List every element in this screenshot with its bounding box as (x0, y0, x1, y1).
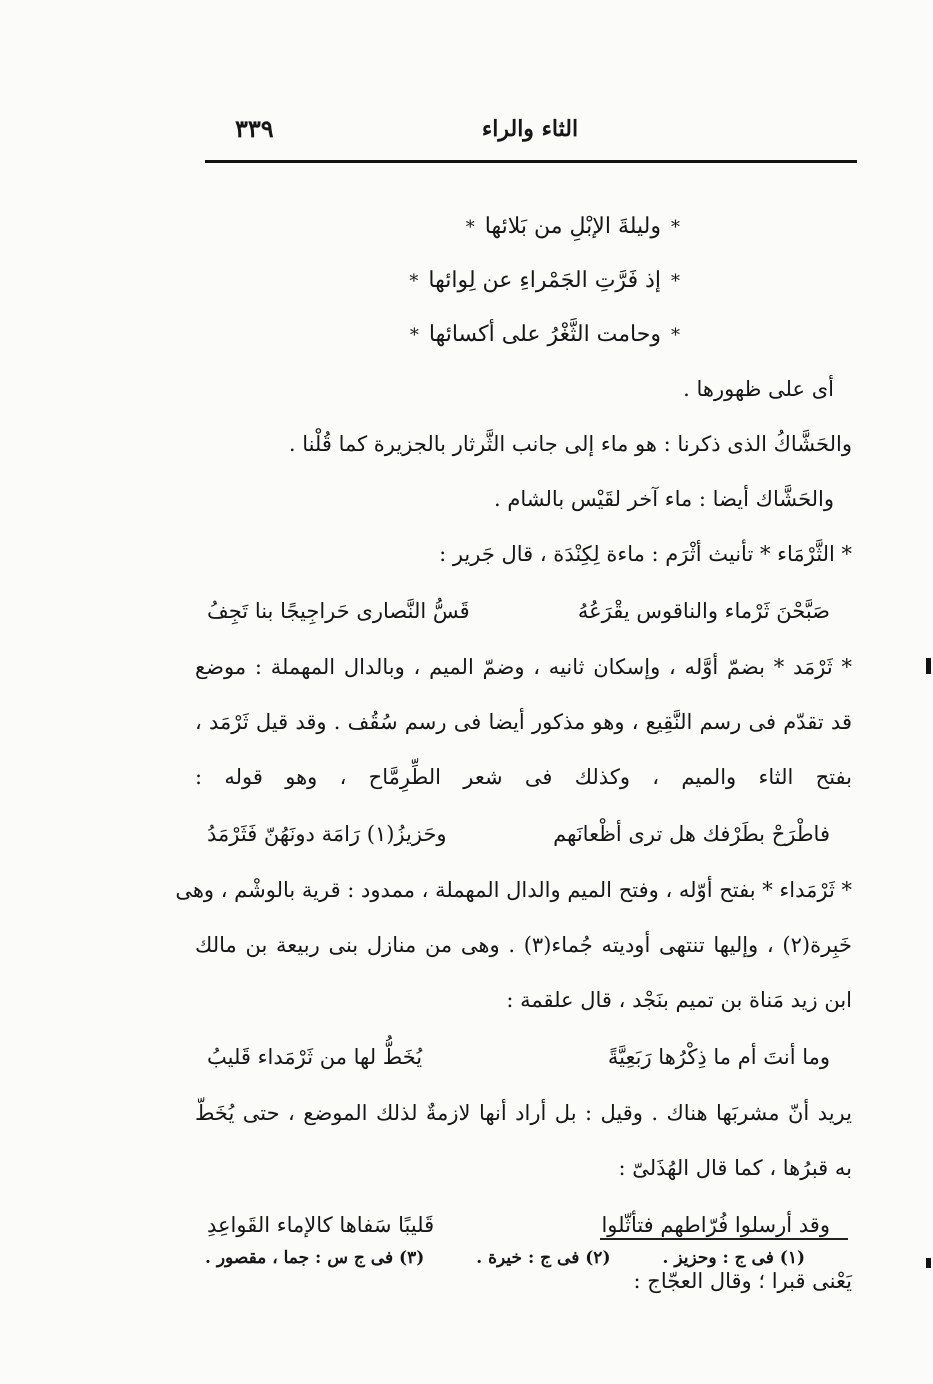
text-line: بفتح الثاء والميم ، وكذلك فى شعر الطِّرِمَّاح ، وهو قوله : (195, 765, 852, 789)
verse-line: *إذ فَرَّتِ الجَمْراءِ عن لِوائها* (409, 268, 680, 293)
text-line: * الثَّرْمَاء * تأنيث أثْرَم : ماءة لِكِنْدَة ، قال جَرير : (439, 542, 852, 566)
hemistich-second: قَليبًا سَفاها كالإماء القَواعِدِ (207, 1213, 435, 1237)
verse-line: *وليلةَ الإبْلِ من بَلائها* (465, 214, 680, 239)
verse-block (330, 200, 690, 362)
page-header (205, 108, 855, 148)
poem-line (195, 1196, 852, 1254)
text-line: يَعْنى قبرا ؛ وقال العجّاج : (633, 1269, 852, 1293)
text-line: قد تقدّم فى رسم النَّقِيع ، وهو مذكور أيضا فى رسم سُقُف . وقد قيل ثَرْمَد ، (195, 710, 852, 734)
poem-line (195, 582, 852, 640)
footnote: (٣) فى ج س : جما ، مقصور . (205, 1248, 425, 1268)
text-line: أى على ظهورها . (683, 377, 834, 401)
text-line: به قبرُها ، كما قال الهُذَلىّ : (618, 1156, 852, 1180)
text-line: * ثَرْمَداء * بفتح أوّله ، وفتح الميم والدال المهملة ، ممدود : قرية بالوشْم ، وهى (175, 878, 852, 902)
footnote: (٢) فى ج : خيرة . (476, 1248, 611, 1268)
text-line: والحَشَّاك أيضا : ماء آخر لقَيْس بالشام . (494, 487, 834, 511)
page-number: ٣٣٩ (235, 114, 274, 143)
text-line: خَبِرة(٢) ، وإليها تنتهى أوديته جُماء(٣) . وهى من منازل بنى ربيعة بن مالك (195, 933, 852, 957)
text-line: ابن زيد مَناة بن تميم بنَجْد ، قال علقمة : (506, 988, 852, 1012)
poem-line (195, 1028, 852, 1086)
hemistich-first: وقد أرسلوا فُرّاطهم فتأثّلوا (601, 1213, 830, 1237)
header-rule (205, 160, 857, 163)
page-title: الثاء والراء (481, 116, 579, 142)
footnote-rule (600, 1238, 848, 1240)
footnote: (١) فى ج : وحزيز . (662, 1248, 805, 1268)
margin-mark (926, 1258, 931, 1268)
poem-line (195, 805, 852, 863)
hemistich-second: قَسُّ النَّصارى حَراجِيجًا بنا تَجِفُ (207, 599, 470, 623)
hemistich-first: وما أنتَ أم ما ذِكْرُها رَبَعِيَّةً (607, 1045, 830, 1069)
hemistich-second: وحَزيزُ(١) رَامَة دونَهُنّ فَثَرْمَدُ (207, 822, 447, 846)
text-line: والحَشَّاكُ الذى ذكرنا : هو ماء إلى جانب الثَّرثار بالجزيرة كما قُلْنا . (288, 432, 852, 456)
footnotes (205, 1248, 805, 1268)
verse-line: *وحامت الثَّغْرُ على أكسائها* (409, 322, 680, 347)
margin-mark (926, 658, 931, 674)
hemistich-second: يُخَطُّ لها من ثَرْمَداء قَليبُ (207, 1045, 423, 1069)
text-line: يريد أنّ مشربَها هناك . وقيل : بل أراد أنها لازمةٌ لذلك الموضع ، حتى يُخَطّ (195, 1101, 852, 1125)
text-line: * ثَرْمَد * بضمّ أوَّله ، وإسكان ثانيه ، وضمّ الميم ، وبالدال المهملة : موضع (195, 655, 852, 679)
hemistich-first: فاطْرَحْ بطَرْفك هل ترى أظْعانَهم (553, 822, 830, 846)
hemistich-first: صَبَّحْنَ ثَرْماء والناقوس يقْرَعُهُ (577, 599, 830, 623)
body-text (175, 362, 852, 1309)
